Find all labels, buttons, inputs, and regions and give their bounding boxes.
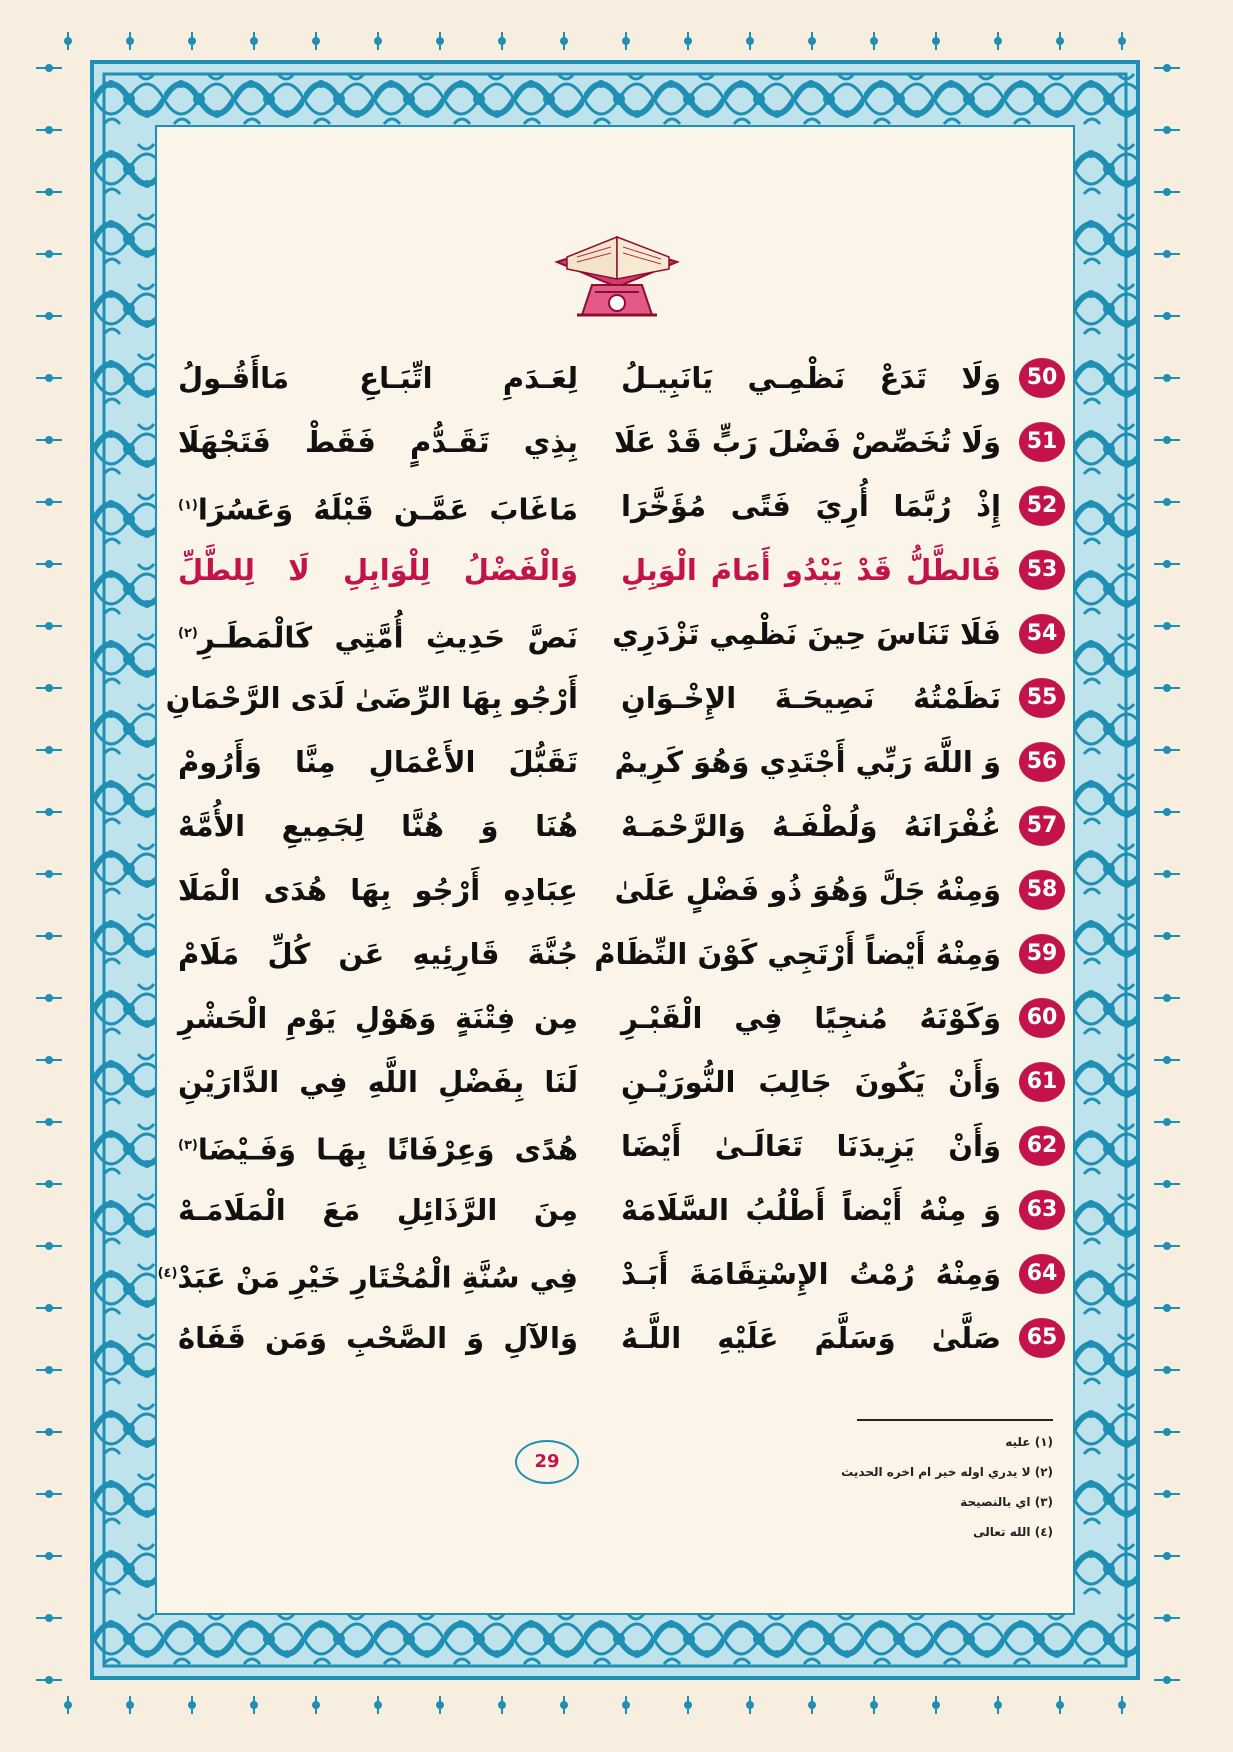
verse-row: [157, 1248, 1073, 1312]
page-number-label: 29: [534, 1451, 560, 1472]
verse-second-text: مَاغَابَ عَمَّـن قَبْلَهُ وَعَسُرَا: [197, 492, 578, 527]
verse-number-badge: 50: [1019, 358, 1065, 398]
verse-number-badge: 62: [1019, 1126, 1065, 1166]
verse-row: [157, 992, 1073, 1056]
verse-row: [157, 608, 1073, 672]
verse-first-hemistich: وَكَوْنَهُ مُنجِيًا فِي الْقَبْـرِ: [621, 1001, 1001, 1035]
footnote-marker: (١): [178, 498, 198, 513]
footnote-item: (٣) اي بالنصيحة: [960, 1495, 1053, 1509]
verse-first-hemistich: صَلَّىٰ وَسَلَّمَ عَلَيْهِ اللَّـهُ: [621, 1321, 1001, 1355]
verse-second-text: بِذِي تَقَـدُّمٍ فَقَطْ فَتَجْهَلَا: [178, 425, 578, 459]
verse-second-text: تَقَبُّلَ الأَعْمَالِ مِنَّا وَأَرُومْ: [178, 745, 578, 779]
verse-second-hemistich: [178, 608, 578, 660]
verse-second-text: عِبَادِهِ أَرْجُو بِهَا هُدَى الْمَلَا: [178, 873, 578, 907]
verse-number-badge: 56: [1019, 742, 1065, 782]
verse-first-hemistich: وَأَنْ يَكُونَ جَالِبَ النُّورَيْـنِ: [621, 1065, 1001, 1099]
verse-row: [157, 1312, 1073, 1376]
verse-row: [157, 352, 1073, 416]
verse-second-text: وَالآلِ وَ الصَّحْبِ وَمَن قَفَاهُ: [178, 1321, 578, 1355]
verse-second-hemistich: [178, 480, 578, 532]
verse-second-text: مِنَ الرَّذَائِلِ مَعَ الْمَلَامَـهْ: [178, 1193, 578, 1227]
verse-second-hemistich: [165, 672, 578, 724]
verse-number-badge: 64: [1019, 1254, 1065, 1294]
footnote-marker: (٤): [157, 1266, 178, 1281]
verse-first-hemistich: وَمِنْهُ جَلَّ وَهُوَ ذُو فَضْلٍ عَلَىٰ: [614, 873, 1001, 907]
verse-second-hemistich: [178, 736, 578, 788]
verse-first-hemistich: وَمِنْهُ أَيْضاً أَرْتَجِي كَوْنَ النِّظَامْ: [594, 937, 1001, 971]
verse-row: [157, 544, 1073, 608]
verse-number-badge: 65: [1019, 1318, 1065, 1358]
verse-first-hemistich: فَالطَّلُّ قَدْ يَبْدُو أَمَامَ الْوَبِلِ: [621, 553, 1001, 587]
footnotes: [717, 1427, 1053, 1547]
verse-second-hemistich: [178, 928, 578, 980]
verse-row: [157, 864, 1073, 928]
verse-second-hemistich: [178, 800, 578, 852]
verse-first-hemistich: وَ مِنْهُ أَيْضاً أَطْلُبُ السَّلَامَهْ: [621, 1193, 1001, 1227]
page-number: [515, 1440, 579, 1484]
verse-second-hemistich: [178, 352, 578, 404]
verse-second-hemistich: [157, 1248, 578, 1300]
verse-number-badge: 53: [1019, 550, 1065, 590]
verse-second-text: هُدًى وَعِرْفَانًا بِهَـا وَفَـيْضَا: [197, 1132, 578, 1167]
verse-second-hemistich: [178, 544, 578, 596]
verse-number-badge: 60: [1019, 998, 1065, 1038]
verse-row: [157, 416, 1073, 480]
verse-first-hemistich: وَ اللَّهَ رَبِّي أَجْتَدِي وَهُوَ كَرِيمْ: [614, 745, 1001, 779]
verse-second-hemistich: [178, 1184, 578, 1236]
verse-row: [157, 1120, 1073, 1184]
verse-row: [157, 480, 1073, 544]
verse-first-hemistich: إِذْ رُبَّمَا أُرِيَ فَتًى مُؤَخَّرَا: [621, 489, 1001, 523]
verse-row: [157, 736, 1073, 800]
verse-second-hemistich: [178, 864, 578, 916]
verse-first-hemistich: وَلَا تُخَصِّصْ فَضْلَ رَبٍّ قَدْ عَلَا: [614, 425, 1001, 459]
verse-row: [157, 1184, 1073, 1248]
verse-number-badge: 61: [1019, 1062, 1065, 1102]
verse-second-text: أَرْجُو بِهَا الرِّضَىٰ لَدَى الرَّحْمَانِ: [165, 681, 578, 715]
footnote-item: (١) عليه: [1005, 1435, 1053, 1449]
verse-second-hemistich: [178, 416, 578, 468]
verse-second-text: جُنَّةَ قَارِئِيهِ عَن كُلِّ مَلَامْ: [178, 937, 578, 971]
verse-second-text: هُنَا وَ هُنَّا لِجَمِيعِ الأُمَّهْ: [178, 809, 578, 843]
verse-number-badge: 59: [1019, 934, 1065, 974]
verse-row: [157, 800, 1073, 864]
verse-second-text: لَنَا بِفَضْلِ اللَّهِ فِي الدَّارَيْنِ: [178, 1065, 578, 1099]
verse-first-hemistich: فَلَا تَنَاسَ حِينَ نَظْمِي تَزْدَرِي: [612, 617, 1001, 651]
verse-second-text: فِي سُنَّةِ الْمُخْتَارِ خَيْرِ مَنْ عَبَدْ: [177, 1260, 578, 1295]
footnote-marker: (٣): [178, 1138, 198, 1153]
verse-second-text: نَصَّ حَدِيثِ أُمَّتِي كَالْمَطَـرِ: [197, 620, 578, 655]
verse-first-hemistich: غُفْرَانَهُ وَلُطْفَـهُ وَالرَّحْمَـهْ: [621, 809, 1001, 843]
quran-stand-icon: [537, 207, 697, 322]
verse-row: [157, 928, 1073, 992]
verse-first-hemistich: وَمِنْهُ رُمْتُ الإِسْتِقَامَةَ أَبَـدْ: [621, 1257, 1001, 1291]
verse-second-hemistich: [178, 1120, 578, 1172]
verse-number-badge: 54: [1019, 614, 1065, 654]
verse-second-text: وَالْفَضْلُ لِلْوَابِلِ لَا لِلطَّلِّ: [178, 553, 578, 587]
verse-second-text: مِن فِتْنَةٍ وَهَوْلِ يَوْمِ الْحَشْرِ: [178, 1001, 578, 1035]
footnote-item: (٤) الله تعالى: [973, 1525, 1053, 1539]
verse-first-hemistich: وَلَا تَدَعْ نَظْمِـي يَانَبِيـلُ: [621, 361, 1001, 395]
verse-number-badge: 51: [1019, 422, 1065, 462]
footnote-item: (٢) لا يدري اوله خير ام اخره الحديث: [841, 1465, 1053, 1479]
verse-second-hemistich: [178, 1312, 578, 1364]
verse-list: [157, 352, 1073, 1376]
content-panel: [155, 125, 1075, 1615]
verse-second-hemistich: [178, 992, 578, 1044]
verse-row: [157, 1056, 1073, 1120]
verse-second-text: لِعَـدَمِ اتِّبَـاعِ مَاأَقُـولُ: [178, 361, 578, 395]
verse-number-badge: 55: [1019, 678, 1065, 718]
verse-second-hemistich: [178, 1056, 578, 1108]
verse-number-badge: 57: [1019, 806, 1065, 846]
footnote-divider: [857, 1419, 1053, 1421]
verse-row: [157, 672, 1073, 736]
verse-number-badge: 63: [1019, 1190, 1065, 1230]
footnote-marker: (٢): [178, 626, 198, 641]
verse-first-hemistich: وَأَنْ يَزِيدَنَا تَعَالَـىٰ أَيْضَا: [621, 1129, 1001, 1163]
verse-number-badge: 52: [1019, 486, 1065, 526]
verse-number-badge: 58: [1019, 870, 1065, 910]
verse-first-hemistich: نَظَمْتُهُ نَصِيحَـةَ الإِخْـوَانِ: [621, 681, 1001, 715]
